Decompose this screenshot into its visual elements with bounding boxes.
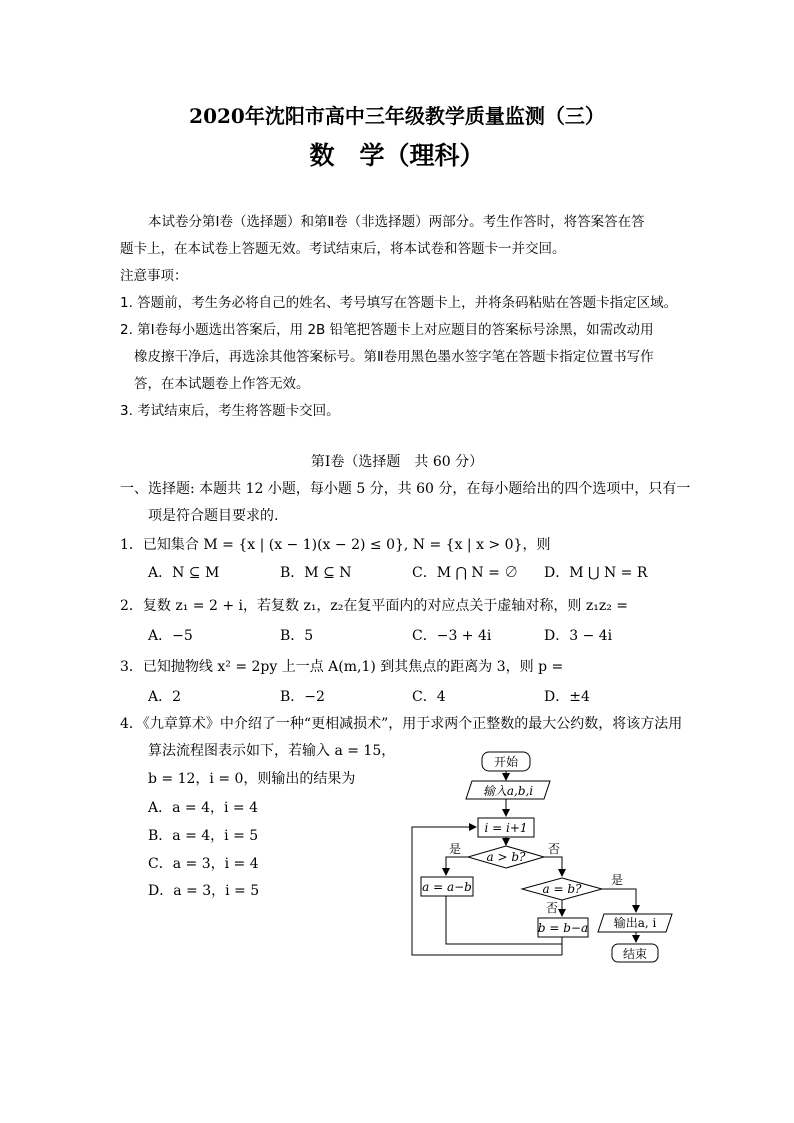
flow-end-text: 结束 xyxy=(622,947,648,961)
q2-option-c: C．−3 + 4i xyxy=(412,628,492,644)
intro-line-1: 本试卷分第Ⅰ卷（选择题）和第Ⅱ卷（非选择题）两部分。考生作答时，将答案答在答 xyxy=(148,214,645,230)
q4-option-a: A．a = 4，i = 4 xyxy=(148,800,259,816)
q3-option-b: B．−2 xyxy=(280,689,325,705)
flow-output-text: 输出a, i xyxy=(613,916,657,930)
notice-1: 1. 答题前，考生务必将自己的姓名、考号填写在答题卡上，并将条码粘贴在答题卡指定区域。 xyxy=(120,295,678,311)
section-desc-2: 项是符合题目要求的. xyxy=(148,508,279,524)
flow-cond1-text: a > b? xyxy=(486,850,526,864)
q3-option-a: A．2 xyxy=(148,689,182,705)
intro-line-2: 题卡上，在本试卷上答题无效。考试结束后，将本试卷和答题卡一并交回。 xyxy=(120,241,566,257)
notice-2b: 橡皮擦干净后，再选涂其他答案标号。第Ⅱ卷用黑色墨水签字笔在答题卡指定位置书写作 xyxy=(134,349,654,365)
section-title: 第Ⅰ卷（选择题 共 60 分） xyxy=(310,454,484,470)
q4-option-c: C．a = 3，i = 4 xyxy=(148,856,259,872)
flow-assign-b-text: b = b−a xyxy=(537,921,589,935)
q2-option-b: B．5 xyxy=(280,628,314,644)
flow-cond2-text: a = b? xyxy=(542,882,582,896)
flow-increment-text: i = i+1 xyxy=(484,821,528,835)
q2-stem: 2．复数 z₁ = 2 + i，若复数 z₁，z₂在复平面内的对应点关于虚轴对称，则 z₁z₂ = xyxy=(120,598,629,614)
q2-option-a: A．−5 xyxy=(148,628,193,644)
q4-stem-2: 算法流程图表示如下，若输入 a = 15， xyxy=(148,743,396,759)
q1-option-d: D．M ⋃ N = R xyxy=(544,565,648,581)
flow-no2-text: 否 xyxy=(545,901,559,915)
flow-start-text: 开始 xyxy=(493,755,519,769)
q4-stem-1: 4．《九章算术》中介绍了一种“更相减损术”，用于求两个正整数的最大公约数，将该方法用 xyxy=(120,716,683,732)
flow-assign-a-text: a = a−b xyxy=(422,880,472,894)
q1-option-b: B．M ⊆ N xyxy=(280,565,352,581)
flow-yes1-text: 是 xyxy=(448,842,462,856)
q1-option-a: A．N ⊆ M xyxy=(148,565,220,581)
notice-2c: 答，在本试题卷上作答无效。 xyxy=(134,376,310,392)
exam-title: 2020年沈阳市高中三年级教学质量监测（三） xyxy=(189,104,605,128)
q4-option-d: D．a = 3，i = 5 xyxy=(148,883,260,899)
flow-no1-text: 否 xyxy=(547,842,561,856)
subject-title: 数 学（理科） xyxy=(309,141,485,170)
q3-stem: 3．已知抛物线 x² = 2py 上一点 A(m,1) 到其焦点的距离为 3，则 p = xyxy=(120,659,564,675)
flow-yes2-text: 是 xyxy=(610,873,624,887)
q1-stem: 1．已知集合 M = {x | (x − 1)(x − 2) ≤ 0}, N = {x | x > 0}，则 xyxy=(120,537,551,553)
notice-2a: 2. 第Ⅰ卷每小题选出答案后，用 2B 铅笔把答题卡上对应题目的答案标号涂黑，如需改动用 xyxy=(120,322,654,338)
q4-stem-3: b = 12，i = 0，则输出的结果为 xyxy=(148,771,356,787)
notice-title: 注意事项： xyxy=(120,268,188,284)
flow-input-text: 输入a,b,i xyxy=(482,784,534,798)
q2-option-d: D．3 − 4i xyxy=(544,628,613,644)
q1-option-c: C．M ⋂ N = ∅ xyxy=(412,565,519,581)
q4-option-b: B．a = 4，i = 5 xyxy=(148,828,259,844)
notice-3: 3. 考试结束后，考生将答题卡交回。 xyxy=(120,403,340,419)
q3-option-c: C．4 xyxy=(412,689,446,705)
q3-option-d: D．±4 xyxy=(544,689,590,705)
section-desc-1: 一、选择题: 本题共 12 小题，每小题 5 分，共 60 分，在每小题给出的四个选项中，只有一 xyxy=(120,481,691,497)
